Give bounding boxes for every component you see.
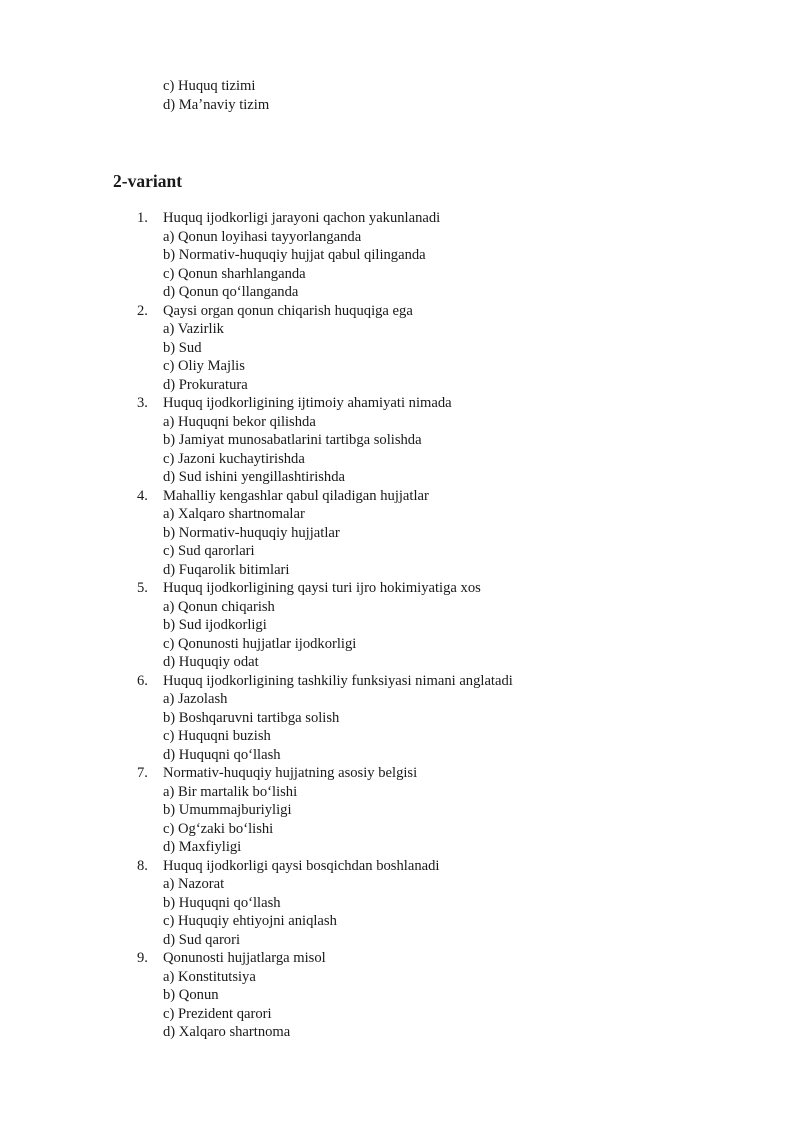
answer-option: d) Fuqarolik bitimlari bbox=[163, 561, 290, 578]
question-number: 5. bbox=[137, 580, 148, 596]
question-item bbox=[137, 949, 763, 1042]
answer-option: d) Huquqiy odat bbox=[163, 654, 259, 670]
answer-option: d) Sud ishini yengillashtirishda bbox=[163, 469, 346, 485]
answer-option: a) Jazolash bbox=[163, 691, 228, 707]
question-list bbox=[137, 209, 763, 1042]
answer-option: d) Xalqaro shartnoma bbox=[163, 1024, 291, 1040]
answer-option: a) Bir martalik boʻlishi bbox=[163, 783, 298, 800]
question-text: Huquq ijodkorligi qaysi bosqichdan boshlanadi bbox=[163, 857, 440, 874]
question-item bbox=[137, 394, 763, 487]
question-item bbox=[137, 672, 763, 765]
answer-option: c) Huquqiy ehtiyojni aniqlash bbox=[163, 913, 337, 929]
question-item bbox=[137, 857, 763, 950]
answer-option: a) Xalqaro shartnomalar bbox=[163, 506, 305, 522]
answer-option: c) Prezident qarori bbox=[163, 1005, 272, 1022]
answer-option: c) Ogʻzaki boʻlishi bbox=[163, 820, 274, 837]
question-number: 1. bbox=[137, 210, 148, 226]
answer-option: b) Normativ-huquqiy hujjat qabul qilinganda bbox=[163, 247, 426, 263]
question-number: 3. bbox=[137, 395, 148, 411]
answer-option: a) Qonun chiqarish bbox=[163, 598, 275, 615]
answer-option: c) Huquqni buzish bbox=[163, 728, 271, 744]
question-number: 6. bbox=[137, 672, 148, 689]
answer-option: c) Qonun sharhlanganda bbox=[163, 265, 306, 282]
answer-option: d) Qonun qoʻllanganda bbox=[163, 284, 299, 300]
answer-option: b) Umummajburiyligi bbox=[163, 802, 292, 818]
answer-option: a) Qonun loyihasi tayyorlanganda bbox=[163, 228, 362, 245]
answer-option: d) Maxfiyligi bbox=[163, 839, 242, 855]
question-text: Mahalliy kengashlar qabul qiladigan hujjatlar bbox=[163, 487, 429, 504]
question-item bbox=[137, 302, 763, 395]
question-item bbox=[137, 487, 763, 580]
question-text: Huquq ijodkorligining ijtimoiy ahamiyati nimada bbox=[163, 395, 452, 411]
answer-option: d) Sud qarori bbox=[163, 931, 241, 948]
answer-option: b) Qonun bbox=[163, 987, 219, 1003]
question-text: Normativ-huquqiy hujjatning asosiy belgisi bbox=[163, 765, 418, 781]
question-number: 4. bbox=[137, 487, 148, 504]
answer-option: d) Prokuratura bbox=[163, 376, 248, 393]
answer-option: b) Sud ijodkorligi bbox=[163, 617, 267, 633]
question-text: Huquq ijodkorligining tashkiliy funksiyasi nimani anglatadi bbox=[163, 672, 513, 689]
question-number: 2. bbox=[137, 302, 148, 319]
question-number: 7. bbox=[137, 765, 148, 781]
previous-question-options bbox=[163, 77, 763, 114]
answer-option: c) Qonunosti hujjatlar ijodkorligi bbox=[163, 635, 357, 652]
question-text: Qonunosti hujjatlarga misol bbox=[163, 950, 326, 966]
answer-option: b) Normativ-huquqiy hujjatlar bbox=[163, 524, 340, 541]
answer-option: b) Boshqaruvni tartibga solish bbox=[163, 709, 340, 726]
question-number: 9. bbox=[137, 950, 148, 966]
answer-option: d) Huquqni qoʻllash bbox=[163, 746, 281, 763]
question-number: 8. bbox=[137, 857, 148, 874]
answer-option: c) Sud qarorlari bbox=[163, 543, 255, 559]
section-title: 2-variant bbox=[113, 171, 183, 191]
question-item bbox=[137, 209, 763, 302]
option: c) Huquq tizimi bbox=[163, 78, 256, 94]
answer-option: b) Huquqni qoʻllash bbox=[163, 894, 281, 911]
question-text: Qaysi organ qonun chiqarish huquqiga ega bbox=[163, 302, 413, 319]
answer-option: b) Jamiyat munosabatlarini tartibga solishda bbox=[163, 432, 422, 448]
answer-option: a) Konstitutsiya bbox=[163, 968, 256, 985]
option: d) Maʼnaviy tizim bbox=[163, 96, 270, 113]
answer-option: a) Huquqni bekor qilishda bbox=[163, 413, 316, 430]
answer-option: b) Sud bbox=[163, 339, 202, 356]
question-item bbox=[137, 764, 763, 857]
question-text: Huquq ijodkorligi jarayoni qachon yakunlanadi bbox=[163, 210, 441, 226]
answer-option: a) Vazirlik bbox=[163, 321, 224, 337]
question-text: Huquq ijodkorligining qaysi turi ijro hokimiyatiga xos bbox=[163, 580, 481, 596]
answer-option: c) Oliy Majlis bbox=[163, 358, 245, 374]
answer-option: a) Nazorat bbox=[163, 876, 225, 892]
question-item bbox=[137, 579, 763, 672]
answer-option: c) Jazoni kuchaytirishda bbox=[163, 450, 305, 467]
